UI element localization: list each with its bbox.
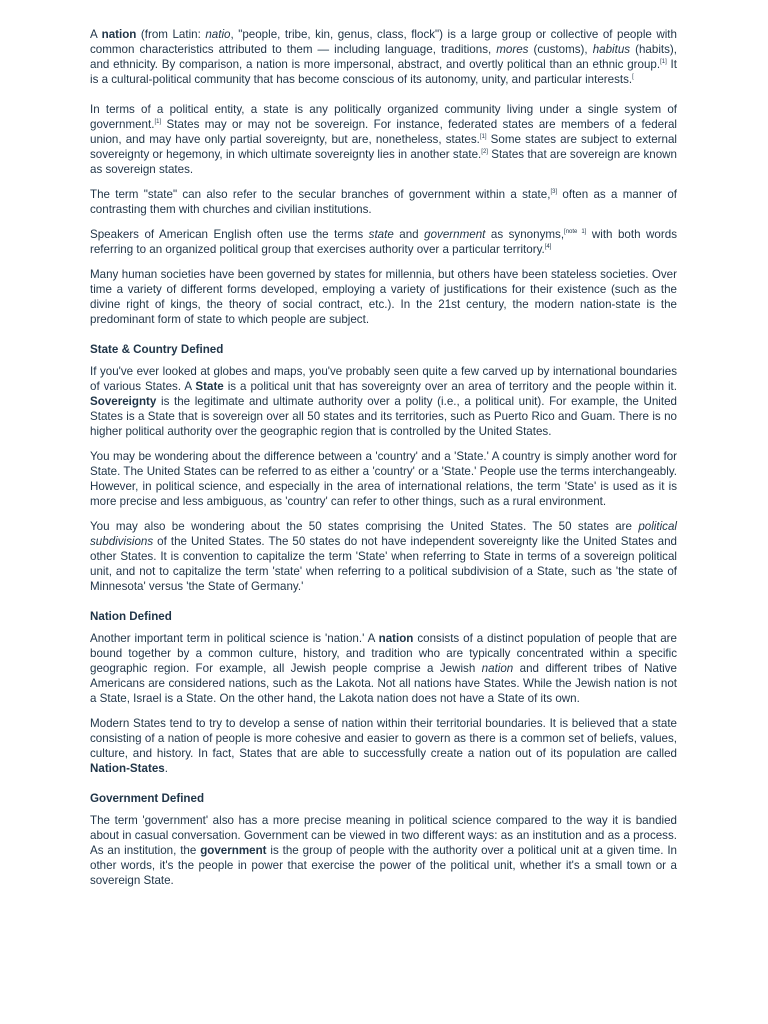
text-run: and different tribes of Native Americans are considered nations, such as the Lakota. Not all nations have States. While the Jewish nation is not a State, Israel is a State. On the other hand, the Lakota nation does not have a State of its own. bbox=[90, 662, 677, 705]
text-run: Many human societies have been governed by states for millennia, but others have been stateless societies. Over time a variety of different forms developed, employing a variety of justifications for their existence (such as the divine right of kings, the theory of social contract, etc.). In the 21st century, the modern nation-state is the predominant form of state to which people are subject. bbox=[90, 268, 677, 326]
body-paragraph bbox=[90, 449, 677, 509]
italic-term: mores bbox=[496, 43, 529, 56]
text-run: You may be wondering about the difference between a 'country' and a 'State.' A country is simply another word for State. The United States can be referred to as either a 'country' or a 'State.' People use the terms interchangeably. However, in political science, and especially in the area of international relations, the term 'State' is used as it is more precise and less ambiguous, as 'country' can refer to other things, such as a rural environment. bbox=[90, 450, 677, 508]
bold-term: Nation-States bbox=[90, 762, 165, 775]
document-page bbox=[90, 27, 677, 903]
text-run: is a political unit that has sovereignty over an area of territory and the people within it. bbox=[223, 380, 677, 393]
citation-marker: [1] bbox=[154, 119, 162, 126]
body-paragraph bbox=[90, 364, 677, 439]
text-run: (customs), bbox=[528, 43, 593, 56]
italic-term: nation bbox=[481, 662, 514, 675]
italic-term: state bbox=[368, 228, 394, 241]
bold-term: Sovereignty bbox=[90, 395, 157, 408]
text-run: (habits), and ethnicity. By comparison, a nation is more impersonal, abstract, and overtly political than an ethnic group. bbox=[90, 43, 677, 71]
text-run: A bbox=[90, 28, 102, 41]
text-run: States may or may not be sovereign. For instance, federated states are members of a federal union, and may have only partial sovereignty, but are, nonetheless, states. bbox=[90, 118, 677, 146]
text-run: Speakers of American English often use the terms bbox=[90, 228, 369, 241]
section-heading: State & Country Defined bbox=[90, 343, 224, 356]
citation-marker: [3] bbox=[550, 189, 558, 196]
citation-marker: [2] bbox=[481, 149, 488, 156]
text-run: and bbox=[393, 228, 425, 241]
text-run: Modern States tend to try to develop a sense of nation within their territorial boundaries. It is believed that a state consisting of a nation of people is more cohesive and easier to govern as there is a common set of beliefs, values, culture, and history. In fact, States that are able to successfully create a nation out of its population are called bbox=[90, 717, 677, 760]
citation-marker: [ bbox=[632, 74, 634, 81]
bold-term: nation bbox=[378, 632, 414, 645]
text-run: In terms of a political entity, a state is any politically organized community living under a single system of government. bbox=[90, 103, 677, 131]
section-heading: Nation Defined bbox=[90, 610, 172, 623]
body-paragraph bbox=[90, 27, 677, 87]
citation-marker: [note 1] bbox=[564, 229, 587, 236]
text-run: (from Latin: bbox=[136, 28, 206, 41]
body-paragraph bbox=[90, 267, 677, 327]
bold-term: government bbox=[200, 844, 267, 857]
body-paragraph bbox=[90, 227, 677, 257]
bold-term: State bbox=[195, 380, 224, 393]
body-paragraph bbox=[90, 631, 677, 706]
citation-marker: [1] bbox=[479, 134, 487, 141]
italic-term: government bbox=[424, 228, 486, 241]
citation-marker: [4] bbox=[544, 244, 552, 251]
body-paragraph bbox=[90, 102, 677, 177]
text-run: Another important term in political science is 'nation.' A bbox=[90, 632, 379, 645]
text-run: with both words referring to an organized political group that exercises authority over a particular territory. bbox=[90, 228, 677, 256]
italic-term: political subdivisions bbox=[90, 520, 677, 548]
body-paragraph bbox=[90, 716, 677, 776]
text-run: You may also be wondering about the 50 states comprising the United States. The 50 states are bbox=[90, 520, 639, 533]
text-run: It is a cultural-political community that has become conscious of its autonomy, unity, and particular interests. bbox=[90, 58, 677, 86]
text-run: The term 'government' also has a more precise meaning in political science compared to the way it is bandied about in casual conversation. Government can be viewed in two different ways: as an institution and as a process. As an institution, the bbox=[90, 814, 677, 857]
body-paragraph bbox=[90, 519, 677, 594]
text-run: as synonyms, bbox=[485, 228, 565, 241]
italic-term: natio bbox=[205, 28, 231, 41]
italic-term: habitus bbox=[592, 43, 631, 56]
body-paragraph bbox=[90, 187, 677, 217]
text-run: consists of a distinct population of people that are bound together by a common culture, history, and tradition who are typically concentrated within a specific geographic region. For example, all Jewish people comprise a Jewish bbox=[90, 632, 677, 675]
citation-marker: [1] bbox=[660, 59, 667, 66]
text-run: often as a manner of contrasting them with churches and civilian institutions. bbox=[90, 188, 677, 216]
text-run: States that are sovereign are known as sovereign states. bbox=[90, 148, 677, 176]
section-heading: Government Defined bbox=[90, 792, 205, 805]
body-paragraph bbox=[90, 813, 677, 888]
text-run: is the legitimate and ultimate authority over a polity (i.e., a political unit). For example, the United States is a State that is sovereign over all 50 states and its territories, such as Puerto Rico and Guam. There is no higher political authority over the geographic region that is controlled by the United States. bbox=[90, 395, 677, 438]
bold-term: nation bbox=[101, 28, 137, 41]
text-run: Some states are subject to external sovereignty or hegemony, in which ultimate sovereignty lies in another state. bbox=[90, 133, 677, 161]
text-run: , "people, tribe, kin, genus, class, flock") is a large group or collective of people with common characteristics attributed to them — including language, traditions, bbox=[90, 28, 677, 56]
text-run: If you've ever looked at globes and maps, you've probably seen quite a few carved up by international boundaries of various States. A bbox=[90, 365, 677, 393]
text-run: of the United States. The 50 states do not have independent sovereignty like the United States and other States. It is convention to capitalize the term 'State' when referring to State in terms of a sovereign political unit, and not to capitalize the term 'state' when referring to a political subdivision of a State, such as 'the state of Minnesota' versus 'the State of Germany.' bbox=[90, 535, 677, 593]
text-run: The term "state" can also refer to the secular branches of government within a state, bbox=[90, 188, 551, 201]
text-run: is the group of people with the authority over a political unit at a given time. In other words, it's the people in power that exercise the power of the political unit, whether it's a small town or a sovereign State. bbox=[90, 844, 677, 887]
text-run: . bbox=[164, 762, 168, 775]
